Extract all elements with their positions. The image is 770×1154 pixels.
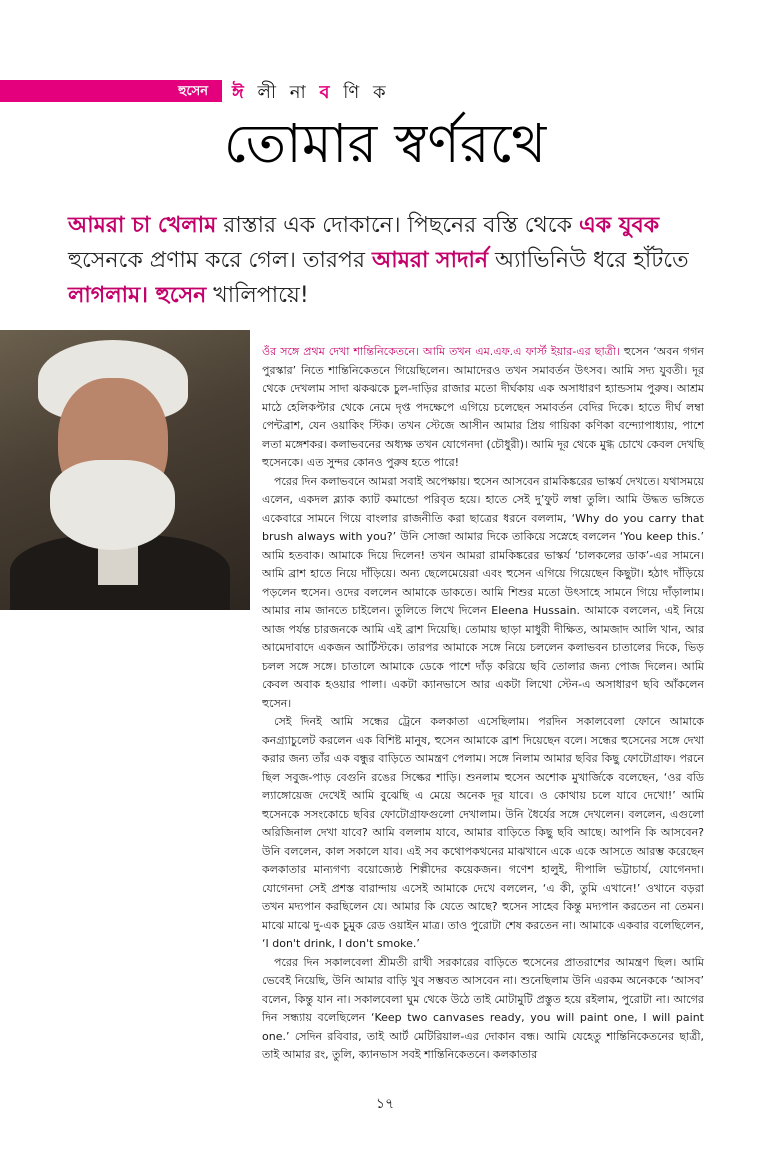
body-opening-highlight: ওঁর সঙ্গে প্রথম দেখা শান্তিনিকেতনে। আমি তখন এম.এফ.এ ফার্স্ট ইয়ার-এর ছাত্রী। xyxy=(262,345,620,358)
lede-text: রাস্তার এক দোকানে। পিছনের বস্তি থেকে xyxy=(216,213,580,238)
photo-beard xyxy=(50,460,175,550)
body-paragraph: পরের দিন সকালবেলা শ্রীমতী রাখী সরকারের বাড়িতে হুসেনের প্রাতরাশের আমন্ত্রণ ছিল। আমি ভেবেই নিয়েছি, উনি আমার বাড়ি খুব সম্ভবত আসবেন না। শুনেছিলাম উনি এরকম অনেককে ‘আসব’ বলেন, কিন্তু যান না। সকালবেলা ঘুম থেকে উঠে তাই মোটামুটি প্রস্তুত হয়ে রইলাম, পুরোটা না। আগের দিন সন্ধ্যায় বলেছিলেন ‘Keep two canvases ready, you will paint one, I will paint one.’ সেদিন রবিবার, তাই আর্ট মেটিরিয়াল-এর দোকান বন্ধ। আমি যেহেতু শান্তিনিকেতনের ছাত্রী, তাই আমার রং, তুলি, ক্যানভাস সবই শান্তিনিকেতনে। কলকাতার xyxy=(262,955,704,1061)
lede-text: খালিপায়ে! xyxy=(206,283,309,308)
author-byline xyxy=(232,78,390,109)
lede-highlight: আমরা চা খেলাম xyxy=(68,213,217,238)
lede-highlight: লাগলাম। হুসেন xyxy=(68,283,207,308)
body-paragraph: পরের দিন কলাভবনে আমরা সবাই অপেক্ষায়। হুসেন আসবেন রামকিঙ্করের ভাস্কর্য দেখতে। যথাসময়ে এলেন, একদল ব্ল্যাক ক্যাট কমান্ডো পরিবৃত হয়ে। হাতে সেই দু’ফুট লম্বা তুলি। আমি উদ্ধত ভঙ্গিতে একেবারে সামনে গিয়ে বাংলার রাজনীতি করা ছাত্রের ধরনে বললাম, ‘Why do you carry that brush always with you?’ উনি সোজা আমার দিকে তাকিয়ে সস্নেহে বললেন ‘You keep this.’ আমি হতবাক। আমাকে দিয়ে দিলেন! তখন আমরা রামকিঙ্করের ভাস্কর্য ‘চালকলের ডাক’-এর সামনে। আমি ব্রাশ হাতে নিয়ে দাঁড়িয়ে। অন্য ছেলেমেয়েরা এবং হুসেন এগিয়ে গিয়েছেন কিছুটা। হঠাৎ দাঁড়িয়ে পড়লেন হুসেন। ওদের বললেন আমাকে ডাকতে। আমি শিশুর মতো উৎসাহে সামনে গিয়ে দাঁড়ালাম। আমার নাম জানতে চাইলেন। তুলিতে লিখে দিলেন Eleena Hussain. আমাকে বললেন, এই নিয়ে আজ পর্যন্ত চারজনকে আমি এই ব্রাশ দিয়েছি। তোমায় ছাড়া মাধুরী দীক্ষিত, আমজাদ আলি খান, আর আমেদাবাদে একজন আর্টিস্টকে। তারপর আমাকে সঙ্গে নিয়ে চললেন কলাভবন চাতালের দিকে, ভিড় চলল সঙ্গে সঙ্গে। চাতালে আমাকে ডেকে পাশে দাঁড় করিয়ে ছবি তোলার জন্য পোজ দিলেন। আমি কেবল অবাক হওয়ার পালা। একটা ক্যানভাসে আর একটা লিথো স্টেন-এ অসাধারণ ছবি আঁকলেন হুসেন। xyxy=(262,474,704,710)
article-title: তোমার স্বর্ণরথে xyxy=(223,112,547,175)
lede-highlight: আমরা সাদার্ন xyxy=(372,248,489,273)
byline-initial-1: ঈ xyxy=(232,82,248,103)
lede-paragraph xyxy=(68,208,708,313)
body-text: হুসেন ‘অবন গগন পুরস্কার’ নিতে শান্তিনিকেতনে গিয়েছিলেন। আমাদেরও তখন সমাবর্তন উৎসব। আমি সদ্য যুবতী। দূর থেকে দেখলাম সাদা ঝকঝকে চুল-দাড়ির রাজার মতো দীর্ঘকায় এক অসাধারণ হ্যান্ডসাম পুরুষ। আশ্রম মাঠে হেলিকপ্টার থেকে নেমে দৃপ্ত পদক্ষেপে এগিয়ে চলেছেন সমাবর্তন বেদির দিকে। হাতে দীর্ঘ লম্বা পেন্টব্রাশ, যেন ওয়াকিং স্টিক। তখন স্টেজে আসীন আমার প্রিয় গায়িকা কণিকা বন্দ্যোপাধ্যায়, পাশে লতা মঙ্গেশকর। কলাভবনের অধ্যক্ষ তখন যোগেনদা (চৌধুরী)। আমি দূর থেকে মুগ্ধ চোখে কেবল দেখছি হুসেনকে। এত সুন্দর কোনও পুরুষ হতে পারে! xyxy=(262,345,704,469)
body-paragraph: সেই দিনই আমি সন্ধের ট্রেনে কলকাতা এসেছিলাম। পরদিন সকালবেলা ফোনে আমাকে কনগ্র্যাচুলেট করলেন এক বিশিষ্ট মানুষ, হুসেন আমাকে ব্রাশ দিয়েছেন বলে। সন্ধের হুসেনের সঙ্গে দেখা করার জন্য তাঁর এক বন্ধুর বাড়িতে আমন্ত্রণ পেলাম। সঙ্গে নিলাম আমার ছবির কিছু ফোটোগ্রাফ। পরনে ছিল সবুজ-পাড় বেগুনি রঙের সিল্কের শাড়ি। শুনলাম হুসেন অশোক মুখার্জিকে বলেছেন, ‘ওর বডি ল্যাঙ্গোয়েজ দেখেই আমি বুঝেছি এ মেয়ে অনেক দূর যাবে। ও কোথায় চলে যাবে দেখো!’ আমি হুসেনকে সসংকোচে ছবির ফোটোগ্রাফগুলো দেখালাম। উনি ধৈর্যের সঙ্গে দেখলেন। বললেন, এগুলো অরিজিনাল দেখা যাবে? আমি বললাম যাবে, আমার বাড়িতে কিছু ছবি আছে। আপনি কি আসবেন? উনি বললেন, কাল সকালে যাব। এই সব কথোপকথনের মাঝখানে একে একে আসতে আরম্ভ করেছেন কলকাতার মান্যগণ্য বয়োজ্যেষ্ঠ শিল্পীদের কয়েকজন। গণেশ হালুই, দীপালি ভট্টাচার্য, যোগেনদা। যোগেনদা সেই প্রশস্ত বারান্দায় এসেই আমাকে দেখে বললেন, ‘এ কী, তুমি এখানে!’ ওখানে বড়রা তখন মদ্যপান করছিলেন যে। আমার কি যেতে আছে? হুসেন সাহেব কিন্তু মদ্যপান করতেন না তেমন। মাঝে মাঝে দু-এক চুমুক রেড ওয়াইন মাত্র। তাও পুরোটা শেষ করতেন না। আমাকে একবার বলেছিলেন, ‘I don't drink, I don't smoke.’ xyxy=(262,715,704,950)
lede-text: অ্যাভিনিউ ধরে হাঁটতে xyxy=(488,248,689,273)
page-number: ১৭ xyxy=(375,1096,395,1112)
byline-name-2: ণি ক xyxy=(343,82,390,103)
portrait-photo xyxy=(0,330,250,610)
byline-initial-2: ব xyxy=(319,82,334,103)
section-bar xyxy=(0,80,222,102)
section-label: হুসেন xyxy=(178,84,208,99)
byline-name-1: লী না xyxy=(257,82,320,103)
body-paragraph xyxy=(262,343,704,473)
lede-text: হুসেনকে প্রণাম করে গেল। তারপর xyxy=(68,248,373,273)
article-body xyxy=(262,343,704,1065)
lede-highlight: এক যুবক xyxy=(579,213,660,238)
